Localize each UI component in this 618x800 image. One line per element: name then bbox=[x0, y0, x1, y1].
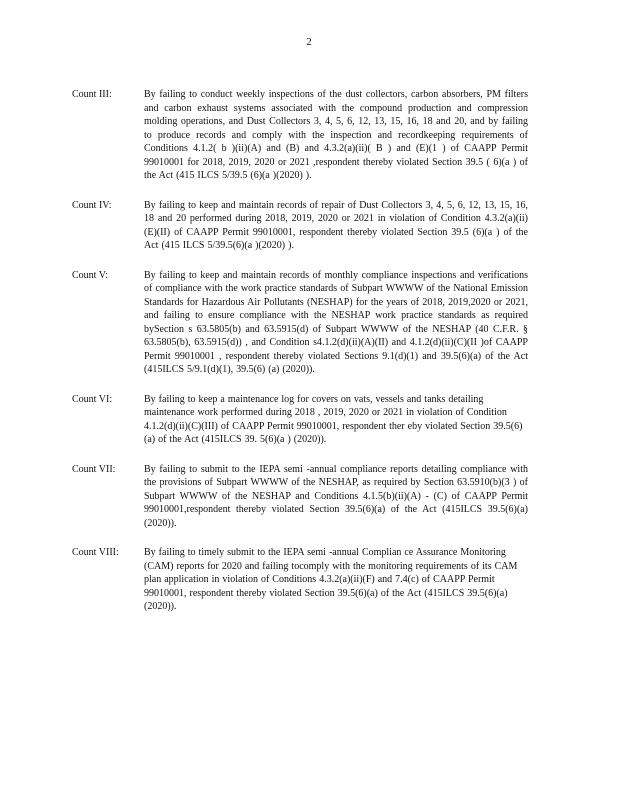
count-text: By failing to conduct weekly inspections of the dust collectors, carbon absorbers, PM filters and carbon exhaust systems associated with the compound production and compression molding operations, and Dust Collectors 3, 4, 5, 6, 12, 13, 15, 16, 18 and 20, and by failing to produce records and comply with the inspection and recordkeeping requirements of Conditions 4.1.2( b )(ii)(A) and (B) and 4.3.2(a)(ii)( B ) and (E)(1 ) of CAAPP Permit 99010001 for 2018, 2019, 2020 or 2021 ,respondent thereby violated Section 39.5 ( 6)(a ) of the Act (415 ILCS 5/39.5 (6)(a )(2020) ). bbox=[144, 89, 528, 181]
count-text: By failing to keep and maintain records of monthly compliance inspections and verifications of compliance with the work practice standards of Subpart WWWW of the National Emission Standards for Hazardous Air Pollutants (NESHAP) for the years of 2018, 2019,2020 or 2021, and failing to ensure compliance with the NESHAP work practice standards as required bySection s 63.5805(b) and 63.5915(d) of Subpart WWWW of the NESHAP (40 C.F.R. § 63.5805(b), 63.5915(d)) , and Condition s4.1.2(d)(ii)(A)(II) and 4.1.2(d)(ii)(C)(II )of CAAPP Permit 99010001 , respondent thereby violated Sections 9.1(d)(1) and 39.5(6)(a) of the Act (415ILCS 5/9.1(d)(1), 39.5(6) (a) (2020)). bbox=[144, 269, 528, 375]
count-vi bbox=[72, 393, 532, 447]
count-text: By failing to keep a maintenance log for covers on vats, vessels and tanks detailing maintenance work performed during 2018 , 2019, 2020 or 2021 in violation of Condition 4.1.2(d)(ii)(C)(III) of CAAPP Permit 99010001, respondent ther eby violated Section 39.5(6)(a) of the Act (415ILCS 39. 5(6)(a ) (2020)). bbox=[144, 393, 523, 445]
count-label: Count III: bbox=[72, 89, 112, 100]
count-text: By failing to keep and maintain records of repair of Dust Collectors 3, 4, 5, 6, 12, 13, 15, 16, 18 and 20 performed during 2018, 2019, 2020 or 2021 in violation of Condition 4.3.2(a)(ii)(E)(II) of CAAPP Permit 99010001, respondent thereby violated Section 39.5 (6)(a ) of the Act (415 ILCS 5/39.5(6)(a )(2020) ). bbox=[144, 199, 528, 251]
count-text: By failing to timely submit to the IEPA semi -annual Complian ce Assurance Monitoring (CAM) reports for 2020 and failing tocomply with the monitoring requirements of its CAM plan application in violation of Conditions 4.3.2(a)(ii)(F) and 7.4(c) of CAAPP Permit 99010001, respondent thereby violated Section 39.5(6)(a) of the Act (415ILCS 39.5(6)(a) (2020)). bbox=[144, 547, 518, 612]
counts-list bbox=[72, 88, 532, 630]
count-vii bbox=[72, 463, 532, 531]
count-v bbox=[72, 269, 532, 377]
count-text: By failing to submit to the IEPA semi -annual compliance reports detailing compliance with the provisions of Subpart WWWW of the NESHAP, as required by Section 63.5910(b)(3 ) of Subpart WWWW of the NESHAP and Conditions 4.1.5(b)(ii)(A) - (C) of CAAPP Permit 99010001,respondent thereby violated Section 39.5(6)(a) of the Act (415ILCS 39.5(6)(a) (2020)). bbox=[144, 463, 528, 529]
count-label: Count IV: bbox=[72, 199, 112, 211]
count-iv bbox=[72, 199, 532, 253]
count-label: Count VI: bbox=[72, 393, 113, 405]
page-number: 2 bbox=[306, 36, 312, 48]
count-label: Count VII: bbox=[72, 463, 116, 475]
count-iii bbox=[72, 88, 532, 183]
count-label: Count V: bbox=[72, 269, 109, 281]
count-viii bbox=[72, 546, 532, 614]
count-label: Count VIII: bbox=[72, 547, 119, 558]
